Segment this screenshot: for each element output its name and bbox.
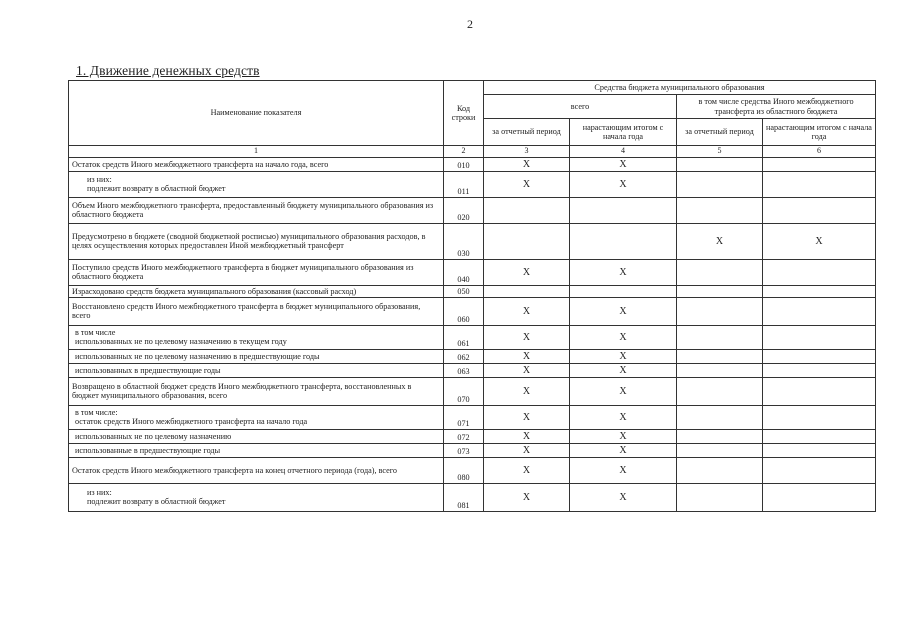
table-row	[69, 297, 876, 325]
row-value	[677, 405, 763, 429]
row-value	[763, 483, 876, 511]
row-value: X	[570, 349, 677, 363]
row-code: 010	[444, 157, 484, 171]
row-code: 050	[444, 285, 484, 297]
row-value: X	[484, 325, 570, 349]
column-number: 6	[763, 146, 876, 158]
row-value	[763, 349, 876, 363]
row-value	[763, 171, 876, 197]
table-row	[69, 349, 876, 363]
table-row	[69, 405, 876, 429]
header-name: Наименование показателя	[69, 81, 444, 146]
row-value: X	[484, 483, 570, 511]
row-value	[484, 197, 570, 223]
row-value: X	[484, 171, 570, 197]
table-row	[69, 285, 876, 297]
row-name	[69, 483, 444, 511]
row-code: 040	[444, 259, 484, 285]
row-value	[484, 285, 570, 297]
row-code: 073	[444, 443, 484, 457]
row-value: X	[484, 297, 570, 325]
row-value	[677, 457, 763, 483]
table-row	[69, 197, 876, 223]
row-value	[763, 325, 876, 349]
row-value	[570, 285, 677, 297]
column-number: 2	[444, 146, 484, 158]
row-name: Возвращено в областной бюджет средств Иного межбюджетного трансферта, восстановленных в бюджет муниципального образования, всего	[69, 377, 444, 405]
row-code: 072	[444, 429, 484, 443]
table-body	[69, 157, 876, 511]
row-name: Остаток средств Иного межбюджетного трансферта на конец отчетного периода (года), всего	[69, 457, 444, 483]
row-code: 081	[444, 483, 484, 511]
row-value: X	[484, 349, 570, 363]
header-cumulative-total: нарастающим итогом с начала года	[570, 119, 677, 146]
row-value	[677, 429, 763, 443]
row-name-line: в том числе:	[75, 408, 118, 418]
table-row	[69, 443, 876, 457]
row-value	[677, 349, 763, 363]
row-code: 020	[444, 197, 484, 223]
row-name: Предусмотрено в бюджете (сводной бюджетной росписью) муниципального образования расходов, в целях осуществления которых предоставлен Иной межбюджетный трансферт	[69, 223, 444, 259]
section-title: 1. Движение денежных средств	[76, 63, 260, 78]
row-value: X	[570, 363, 677, 377]
cash-flow-table	[68, 80, 876, 512]
row-value: X	[570, 405, 677, 429]
table-row	[69, 483, 876, 511]
row-value: X	[484, 259, 570, 285]
row-value	[763, 297, 876, 325]
column-number: 4	[570, 146, 677, 158]
header-budget-group: Средства бюджета муниципального образования	[484, 81, 876, 95]
column-number: 1	[69, 146, 444, 158]
row-value: X	[570, 443, 677, 457]
row-value	[763, 285, 876, 297]
row-value	[677, 197, 763, 223]
header-period-total: за отчетный период	[484, 119, 570, 146]
header-cumulative-transfer: нарастающим итогом с начала года	[763, 119, 876, 146]
row-value	[677, 483, 763, 511]
row-code: 080	[444, 457, 484, 483]
table-row	[69, 325, 876, 349]
row-name: Поступило средств Иного межбюджетного трансферта в бюджет муниципального образования из областного бюджета	[69, 259, 444, 285]
row-name: использованных не по целевому назначению в предшествующие годы	[69, 349, 444, 363]
row-value	[763, 363, 876, 377]
row-name: использованных в предшествующие годы	[69, 363, 444, 377]
row-name	[69, 325, 444, 349]
row-value: X	[484, 429, 570, 443]
row-value	[677, 325, 763, 349]
table-row	[69, 363, 876, 377]
row-value	[677, 259, 763, 285]
row-value	[763, 377, 876, 405]
row-value	[763, 429, 876, 443]
row-value: X	[570, 457, 677, 483]
row-name: Остаток средств Иного межбюджетного трансферта на начало года, всего	[69, 157, 444, 171]
row-code: 061	[444, 325, 484, 349]
row-value	[763, 197, 876, 223]
row-name-line: использованных не по целевому назначению в текущем году	[75, 337, 287, 347]
row-value	[763, 457, 876, 483]
row-value	[677, 157, 763, 171]
row-name-line: подлежит возврату в областной бюджет	[87, 184, 226, 194]
row-name-line: из них:	[87, 175, 112, 185]
row-name: Восстановлено средств Иного межбюджетного трансферта в бюджет муниципального образования, всего	[69, 297, 444, 325]
row-code: 063	[444, 363, 484, 377]
table-row	[69, 457, 876, 483]
header-transfer-group: в том числе средства Иного межбюджетного трансферта из областного бюджета	[677, 95, 876, 119]
table-row	[69, 377, 876, 405]
table-row	[69, 259, 876, 285]
row-code: 070	[444, 377, 484, 405]
row-code: 071	[444, 405, 484, 429]
row-code: 060	[444, 297, 484, 325]
table-row	[69, 223, 876, 259]
header-total-group: всего	[484, 95, 677, 119]
page-number: 2	[467, 17, 473, 31]
row-value	[484, 223, 570, 259]
row-value	[763, 259, 876, 285]
row-value: X	[570, 483, 677, 511]
table-row	[69, 429, 876, 443]
column-number: 5	[677, 146, 763, 158]
table-row	[69, 171, 876, 197]
row-code: 030	[444, 223, 484, 259]
row-value	[677, 443, 763, 457]
header-period-transfer: за отчетный период	[677, 119, 763, 146]
row-value: X	[570, 429, 677, 443]
row-name	[69, 171, 444, 197]
row-value	[763, 443, 876, 457]
row-value	[677, 377, 763, 405]
row-value: X	[570, 377, 677, 405]
table-row	[69, 157, 876, 171]
row-value	[677, 171, 763, 197]
row-name: использованных не по целевому назначению	[69, 429, 444, 443]
row-name: Объем Иного межбюджетного трансферта, предоставленный бюджету муниципального образования из областного бюджета	[69, 197, 444, 223]
row-value: X	[677, 223, 763, 259]
row-name-line: из них:	[87, 488, 112, 498]
row-value: X	[484, 377, 570, 405]
row-name-line: остаток средств Иного межбюджетного трансферта на начало года	[75, 417, 308, 427]
row-value: X	[570, 297, 677, 325]
row-value: X	[484, 405, 570, 429]
row-code: 062	[444, 349, 484, 363]
row-value	[570, 197, 677, 223]
row-value: X	[484, 157, 570, 171]
row-name-line: подлежит возврату в областной бюджет	[87, 497, 226, 507]
row-name-line: в том числе	[75, 328, 116, 338]
row-value: X	[570, 325, 677, 349]
row-name: Израсходовано средств бюджета муниципального образования (кассовый расход)	[69, 285, 444, 297]
column-number: 3	[484, 146, 570, 158]
row-value	[677, 363, 763, 377]
row-value	[763, 405, 876, 429]
row-value	[677, 285, 763, 297]
row-value: X	[484, 443, 570, 457]
row-value	[570, 223, 677, 259]
row-code: 011	[444, 171, 484, 197]
row-value: X	[484, 457, 570, 483]
row-value	[677, 297, 763, 325]
row-value: X	[484, 363, 570, 377]
row-value: X	[570, 259, 677, 285]
row-value: X	[763, 223, 876, 259]
row-value: X	[570, 157, 677, 171]
row-name	[69, 405, 444, 429]
row-value: X	[570, 171, 677, 197]
row-value	[763, 157, 876, 171]
row-name: использованные в предшествующие годы	[69, 443, 444, 457]
header-code: Код строки	[444, 81, 484, 146]
